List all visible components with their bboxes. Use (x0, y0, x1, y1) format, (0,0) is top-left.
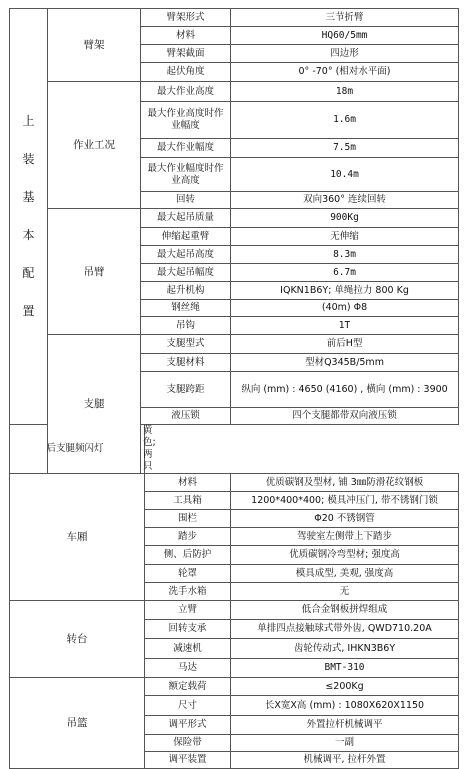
spec-value: 8.3m (231, 246, 459, 264)
spec-label: 起升机构 (141, 282, 231, 300)
spec-table (9, 8, 459, 769)
spec-label: 臂架形式 (141, 9, 231, 27)
spec-label: 支腿型式 (141, 335, 231, 354)
spec-label: 臂架截面 (141, 45, 231, 63)
spec-value: Φ20 不锈钢管 (231, 510, 459, 528)
spec-label: 调平形式 (145, 716, 231, 735)
spec-value: 1.6m (231, 102, 459, 139)
spec-label: 尺寸 (145, 696, 231, 716)
spec-value: 模具成型, 美观, 强度高 (231, 565, 459, 583)
spec-value: 外置拉杆机械调平 (231, 716, 459, 735)
spec-label: 额定载荷 (145, 678, 231, 696)
spec-label: 材料 (145, 474, 231, 492)
spec-label: 保险带 (145, 735, 231, 752)
spec-label: 马达 (145, 659, 231, 678)
spec-label: 最大起吊高度 (141, 246, 231, 264)
spec-value: 四边形 (231, 45, 459, 63)
spec-value: IQKN1B6Y; 单绳拉力 800 Kg (231, 282, 459, 300)
spec-label: 轮罩 (145, 565, 231, 583)
spec-value: 单排四点接触球式带外齿, QWD710.20A (231, 620, 459, 639)
spec-value: 四个支腿都带双向液压锁 (231, 408, 459, 425)
spec-label: 围栏 (145, 510, 231, 528)
spec-value: 双向360° 连续回转 (231, 192, 459, 209)
spec-label: 回转支承 (145, 620, 231, 639)
spec-value: 前后H型 (231, 335, 459, 354)
spec-value: 一副 (231, 735, 459, 752)
spec-value: HQ60/5mm (231, 27, 459, 45)
spec-value: 6.7m (231, 264, 459, 282)
spec-value: 0° -70° (相对水平面) (231, 63, 459, 82)
spec-label: 调平装置 (145, 752, 231, 769)
group-basket: 吊篮 (10, 678, 145, 769)
spec-value: 7.5m (231, 139, 459, 158)
spec-label: 最大起吊质量 (141, 209, 231, 228)
spec-label: 支腿材料 (141, 354, 231, 372)
spec-value: 无 (231, 583, 459, 601)
section-upper-config: 上 装 基 本 配 置 (10, 9, 48, 425)
spec-value: 黄色; 两只 (141, 425, 145, 474)
group-boom: 吊臂 (48, 209, 141, 335)
spec-value: BMT-310 (231, 659, 459, 678)
spec-label: 材料 (141, 27, 231, 45)
spec-label: 后支腿频闪灯 (10, 425, 141, 474)
spec-label: 侧、后防护 (145, 546, 231, 565)
spec-value: (40m) Φ8 (231, 300, 459, 317)
spec-label: 最大作业幅度 (141, 139, 231, 158)
spec-label: 回转 (141, 192, 231, 209)
spec-label: 钢丝绳 (141, 300, 231, 317)
spec-value: 18m (231, 82, 459, 102)
spec-value: ≤200Kg (231, 678, 459, 696)
spec-value: 优质碳钢冷弯型材; 强度高 (231, 546, 459, 565)
group-work: 作业工况 (48, 82, 141, 209)
spec-value: 机械调平, 拉杆外置 (231, 752, 459, 769)
spec-label: 最大作业高度 (141, 82, 231, 102)
spec-value: 长X宽X高 (mm) : 1080X620X1150 (231, 696, 459, 716)
spec-value: 优质碳钢及型材, 铺 3㎜防滑花纹钢板 (231, 474, 459, 492)
spec-value: 纵向 (mm) : 4650 (4160) , 横向 (mm) : 3900 (231, 372, 459, 408)
spec-value: 1T (231, 317, 459, 335)
spec-label: 起伏角度 (141, 63, 231, 82)
spec-value: 1200*400*400; 模具冲压门, 带不锈钢门锁 (231, 492, 459, 510)
spec-label: 工具箱 (145, 492, 231, 510)
spec-value: 无伸缩 (231, 228, 459, 246)
spec-label: 吊钩 (141, 317, 231, 335)
group-body: 车厢 (10, 474, 145, 601)
spec-value: 900Kg (231, 209, 459, 228)
group-arm: 臂架 (48, 9, 141, 82)
spec-value: 型材Q345B/5mm (231, 354, 459, 372)
spec-label: 立臂 (145, 601, 231, 620)
spec-value: 驾驶室左侧带上下踏步 (231, 528, 459, 546)
spec-value: 低合金钢板拼焊组成 (231, 601, 459, 620)
spec-label: 最大作业幅度时作业高度 (141, 158, 231, 192)
spec-value: 三节折臂 (231, 9, 459, 27)
spec-label: 最大起吊幅度 (141, 264, 231, 282)
group-leg: 支腿 (48, 335, 141, 474)
spec-label: 洗手水箱 (145, 583, 231, 601)
spec-label: 最大作业高度时作业幅度 (141, 102, 231, 139)
group-turntable: 转台 (10, 601, 145, 678)
spec-value: 10.4m (231, 158, 459, 192)
spec-label: 支腿跨距 (141, 372, 231, 408)
spec-label: 液压锁 (141, 408, 231, 425)
spec-label: 减速机 (145, 639, 231, 659)
spec-value: 齿轮传动式, IHKN3B6Y (231, 639, 459, 659)
spec-label: 踏步 (145, 528, 231, 546)
spec-label: 伸缩起重臂 (141, 228, 231, 246)
